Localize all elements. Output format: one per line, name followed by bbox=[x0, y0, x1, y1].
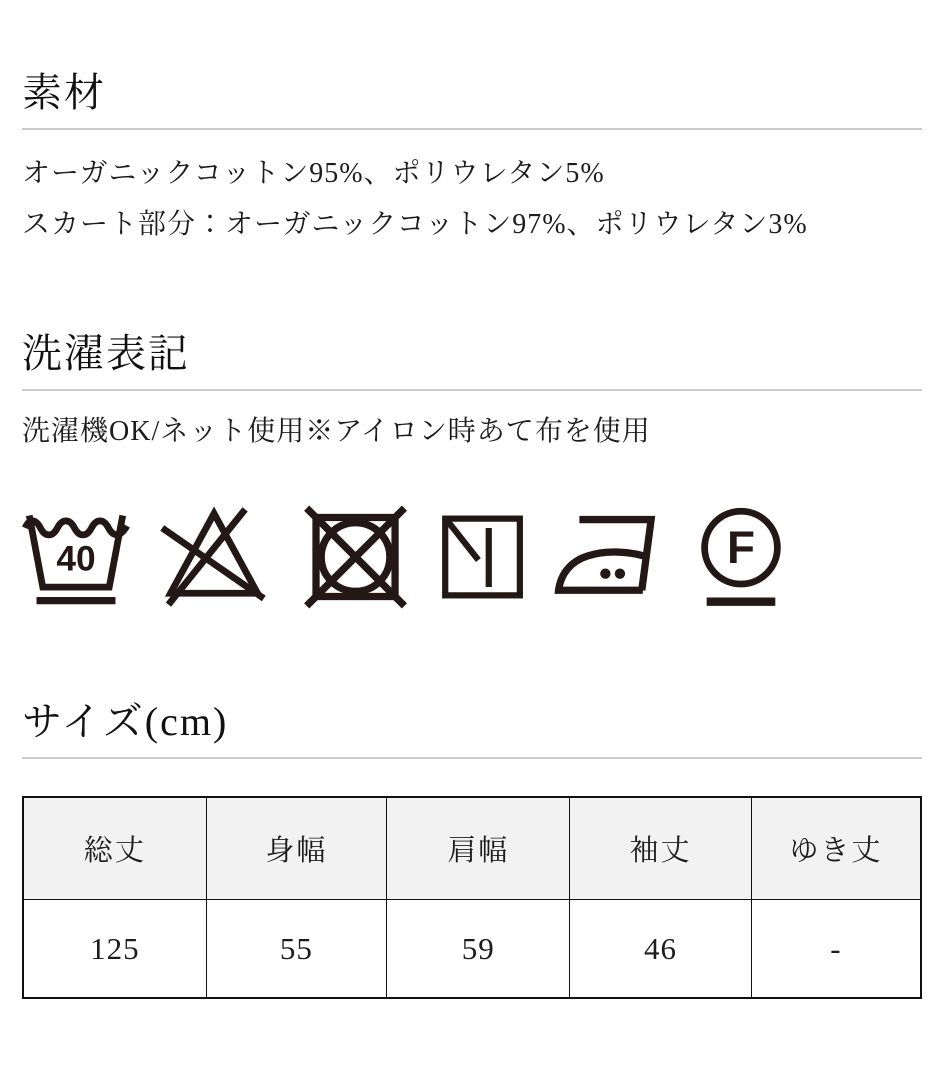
size-table-header-row bbox=[23, 797, 921, 899]
do-not-bleach-icon bbox=[156, 505, 270, 609]
wash-tub-40-icon bbox=[22, 505, 130, 609]
dry-clean-f-underline-icon bbox=[693, 505, 789, 609]
size-heading: サイズ(cm) bbox=[22, 699, 229, 745]
care-heading: 洗濯表記 bbox=[22, 330, 190, 376]
material-composition-line: オーガニックコットン95%、ポリウレタン5% bbox=[22, 158, 605, 189]
size-value-cell: 125 bbox=[23, 899, 206, 998]
size-table bbox=[22, 796, 922, 999]
section-divider bbox=[22, 757, 922, 759]
size-column-header: 身幅 bbox=[206, 797, 386, 899]
section-divider bbox=[22, 128, 922, 130]
care-symbols-row bbox=[22, 505, 922, 609]
size-value-cell: 55 bbox=[206, 899, 386, 998]
size-column-header: 肩幅 bbox=[387, 797, 570, 899]
iron-two-dots-icon bbox=[550, 505, 667, 609]
size-section bbox=[22, 609, 922, 999]
material-heading: 素材 bbox=[22, 70, 106, 115]
size-column-header: ゆき丈 bbox=[751, 797, 921, 899]
size-column-header: 袖丈 bbox=[570, 797, 751, 899]
line-dry-in-shade-icon bbox=[439, 505, 524, 609]
material-composition-line: スカート部分：オーガニックコットン97%、ポリウレタン3% bbox=[22, 208, 808, 240]
size-value-cell: - bbox=[751, 899, 921, 998]
size-value-cell: 46 bbox=[570, 899, 751, 998]
do-not-tumble-dry-icon bbox=[296, 505, 413, 609]
size-value-cell: 59 bbox=[387, 899, 570, 998]
care-section bbox=[22, 241, 922, 610]
svg-text:40: 40 bbox=[56, 539, 96, 579]
svg-text:F: F bbox=[727, 522, 755, 574]
material-section bbox=[22, 0, 922, 241]
care-note: 洗濯機OK/ネット使用※アイロン時あて布を使用 bbox=[22, 415, 651, 447]
size-column-header: 総丈 bbox=[23, 797, 206, 899]
section-divider bbox=[22, 389, 922, 391]
size-table-data-row bbox=[23, 899, 921, 998]
